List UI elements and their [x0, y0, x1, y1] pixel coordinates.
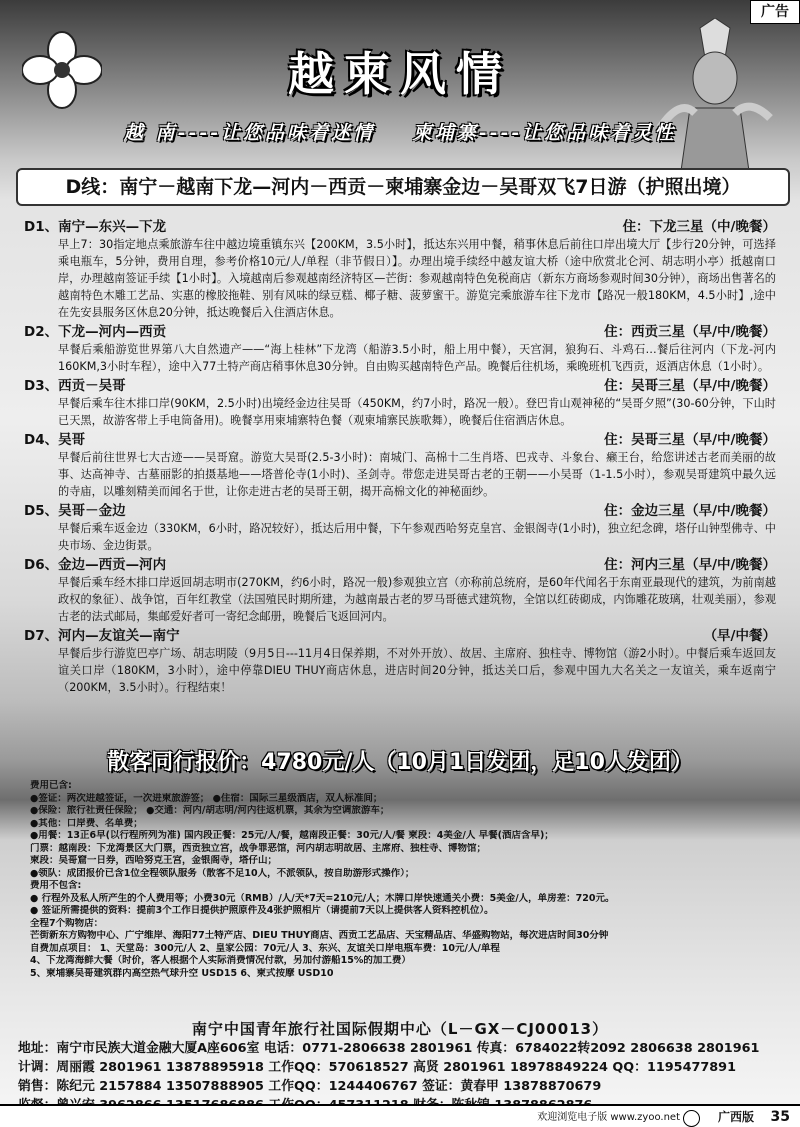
route-title: D线：南宁－越南下龙—河内－西贡－柬埔寨金边－吴哥双飞7日游（护照出境） — [16, 168, 790, 206]
itinerary — [24, 218, 776, 698]
note-line: ●保险：旅行社责任保险； ●交通：河内/胡志明/河内往返机票，其余为空调旅游车； — [30, 805, 390, 816]
note-line: 4、下龙湾海鲜大餐（时价，客人根据个人实际消费情况付款，另加付游船15%的加工费） — [30, 955, 411, 966]
edition-label: 广西版 — [717, 1110, 754, 1124]
day-description: 早餐后乘车往木排口岸(90KM，2.5小时)出境经金边往吴哥（450KM，约7小时，路况一般）。登巴肯山观神秘的“吴哥夕照”(30-60分钟，下山时已天黑，故游客带上手电筒备用)。晚餐享用柬埔寨特色餐（观柬埔寨民族歌舞），晚餐后住宿酒店休息。 — [58, 397, 776, 427]
note-line: 5、柬埔寨吴哥建筑群内高空热气球升空 USD15 6、柬式按摩 USD10 — [30, 967, 334, 979]
day-description: 早上7：30指定地点乘旅游车往中越边境重镇东兴【200KM，3.5小时】，抵达东兴用中餐，稍事休息后前往口岸出境大厅【步行20分钟，可选择乘电瓶车，5分钟，费用自理，参考价格10元/人/单程（非节假日）】。办理出境手续经中越友谊大桥（途中欣赏北仑河、胡志明小亭）抵越南口岸，办理越南签证手续【1小时】。入境越南后参观越南经济特区—芒街：参观越南特色免税商店（新东方商场参观时间30分钟），商场出售著名的越南特色木雕工艺品、实惠的橡胶拖鞋、别有风味的绿豆糕、椰子糖、菠萝蜜干。游览完乘旅游车往下龙市【路况一般180KM，4.5小时】,途中在先安县服务区休息20分钟，抵达晚餐后入住酒店休息。 — [58, 238, 776, 319]
day-accommodation: 住：金边三星（早/中/晚餐） — [604, 503, 776, 519]
note-line: ●领队：成团报价已含1位全程领队服务（散客不足10人，不派领队，按自助游形式操作）； — [30, 867, 415, 879]
itinerary-day — [24, 556, 776, 625]
note-line: ●用餐：13正6早(以行程所列为准) 国内段正餐：25元/人/餐，越南段正餐：30元/人/餐 柬段：4美金/人 早餐(酒店含早)； — [30, 830, 554, 841]
day-accommodation: 住：吴哥三星（早/中/晚餐） — [604, 432, 776, 448]
day-description: 早餐后前往世界七大古迹——吴哥窟。游览大吴哥(2.5-3小时)：南城门、高棉十二生肖塔、巴戎寺、斗象台、癞王台，给您讲述古老而美丽的故事、达高神寺、古墓丽影的拍摄基地——塔普伦寺(1小时)、圣剑寺。带您走进吴哥古老的王朝——小吴哥（1-1.5小时），参观吴哥建筑中最久远的寺庙，以雕刻精美而闻名于世，让你走进古老的吴哥王朝，揭开高棉文化的神秘面纱。 — [58, 451, 776, 498]
itinerary-day — [24, 323, 776, 375]
note-line: ● 签证所需提供的资料：提前3个工作日提供护照原件及4张护照相片（请提前7天以上提供客人资料控机位）。 — [30, 905, 494, 916]
day-accommodation: （早/中餐） — [703, 628, 776, 644]
note-line: ●签证：两次进越签证，一次进柬旅游签； ●住宿：国际三星级酒店，双人标准间； — [30, 792, 383, 804]
itinerary-day — [24, 377, 776, 429]
day-title: D5、吴哥－金边 — [24, 503, 126, 519]
day-title: D4、吴哥 — [24, 432, 86, 448]
contact-line: 计调：周丽霞 2801961 13878895918 工作QQ：570618527 高贤 2801961 18978849224 QQ：1195477891 — [18, 1060, 736, 1075]
day-accommodation: 住：下龙三星（中/晚餐） — [622, 219, 776, 235]
price-banner: 散客同行报价：4780元/人（10月1日发团，足10人发团） — [107, 750, 693, 775]
page-number: 35 — [770, 1109, 790, 1125]
note-line: 门票：越南段：下龙湾景区大门票，西贡独立宫，战争罪恶馆，河内胡志明故居、主席府、独柱寺、博物馆； — [30, 842, 487, 854]
day-title: D6、金边—西贡—河内 — [24, 557, 167, 573]
day-accommodation: 住：吴哥三星（早/中/晚餐） — [604, 378, 776, 394]
agency-name: 南宁中国青年旅行社国际假期中心（L－GX－CJ00013） — [191, 1020, 609, 1038]
day-description: 早餐后步行游览巴亭广场、胡志明陵（9月5日---11月4日保养期，不对外开放）、故居、主席府、独柱寺、博物馆（游2小时）。中餐后乘车返回友谊关口岸（180KM，3小时），途中停靠DIEU THUY商店休息，进店时间20分钟，抵达关口后，参观中国九大名关之一友谊关，乘车返南宁（200KM，3.5小时）。行程结束！ — [58, 647, 776, 694]
ad-label: 广告 — [750, 0, 800, 24]
day-title: D3、西贡－吴哥 — [24, 378, 126, 394]
day-title: D7、河内—友谊关—南宁 — [24, 628, 180, 644]
fee-notes — [30, 780, 775, 980]
day-accommodation: 住：西贡三星（早/中/晚餐） — [604, 324, 776, 340]
day-title: D2、下龙—河内—西贡 — [24, 324, 167, 340]
itinerary-day — [24, 627, 776, 696]
itinerary-day — [24, 431, 776, 500]
itinerary-day — [24, 218, 776, 321]
slogan-vietnam: 越 南----让您品味着迷情 — [123, 122, 375, 144]
day-description: 早餐后乘船游览世界第八大自然遗产——“海上桂林”下龙湾（船游3.5小时，船上用中餐），天宫洞，狼狗石、斗鸡石…餐后往河内（下龙-河内160KM,3小时车程），途中入77土特产商店稍事休息30分钟。自由购买越南特色产品。晚餐后往机场，乘晚班机飞西贡，返酒店休息（1小时）。 — [58, 343, 776, 373]
contact-line: 销售：陈纪元 2157884 13507888905 工作QQ：1244406767 签证：黄春甲 13878870679 — [18, 1079, 602, 1094]
day-title: D1、南宁—东兴—下龙 — [24, 219, 167, 235]
slogan — [0, 118, 800, 145]
note-line: 费用不包含: — [30, 880, 82, 891]
note-line: 柬段：吴哥窟一日券，西哈努克王宫，金银阁寺，塔仔山； — [30, 855, 278, 866]
page-footer — [0, 1104, 800, 1127]
note-line: ● 行程外及私人所产生的个人费用等；小费30元（RMB）/人/天*7天=210元/人；木牌口岸快速通关小费：5美金/人，单房差：720元。 — [30, 892, 615, 904]
day-accommodation: 住：河内三星（早/中/晚餐） — [604, 557, 776, 573]
logo-icon — [683, 1110, 700, 1127]
main-title: 越柬风情 — [288, 47, 512, 101]
note-line: 全程7个购物店： — [30, 917, 104, 929]
day-description: 早餐后乘车经木排口岸返回胡志明市(270KM，约6小时，路况一般)参观独立宫（亦称前总统府，是60年代闻名于东南亚最现代的建筑，为前南越政权的象征）、战争馆，百年红教堂（法国殖民时期所建，为越南最古老的罗马哥德式建筑物，全馆以红砖砌成，内饰雕花玻璃，壮观美丽），参观古老的法式邮局，集邮爱好者可一寄纪念邮册，晚餐后飞返回河内。 — [58, 576, 776, 623]
note-line: ●其他：口岸费、名单费； — [30, 817, 143, 829]
itinerary-day — [24, 502, 776, 554]
slogan-cambodia: 柬埔寨----让您品味着灵性 — [412, 122, 677, 144]
note-line: 芒街新东方购物中心、广宁维岸、海阳77土特产店、DIEU THUY商店、西贡工艺品店、天宝精品店、华盛购物站，每次进店时间30分钟 — [30, 930, 609, 941]
day-description: 早餐后乘车返金边（330KM，6小时，路况较好），抵达后用中餐，下午参观西哈努克皇宫、金银阁寺(1小时)，独立纪念碑，塔仔山钟型佛寺、中央市场、金边街景。 — [58, 522, 776, 552]
note-line: 自费加点项目： 1、天堂岛：300元/人 2、皇家公园：70元/人 3、东兴、友谊关口岸电瓶车费：10元/人/单程 — [30, 942, 500, 954]
note-line: 费用已含: — [30, 780, 72, 791]
website-text: 欢迎浏览电子版 www.zyoo.net — [537, 1112, 680, 1123]
contact-line: 地址：南宁市民族大道金融大厦A座606室 电话：0771-2806638 2801961 传真：6784022转2092 2806638 2801961 — [18, 1041, 760, 1056]
